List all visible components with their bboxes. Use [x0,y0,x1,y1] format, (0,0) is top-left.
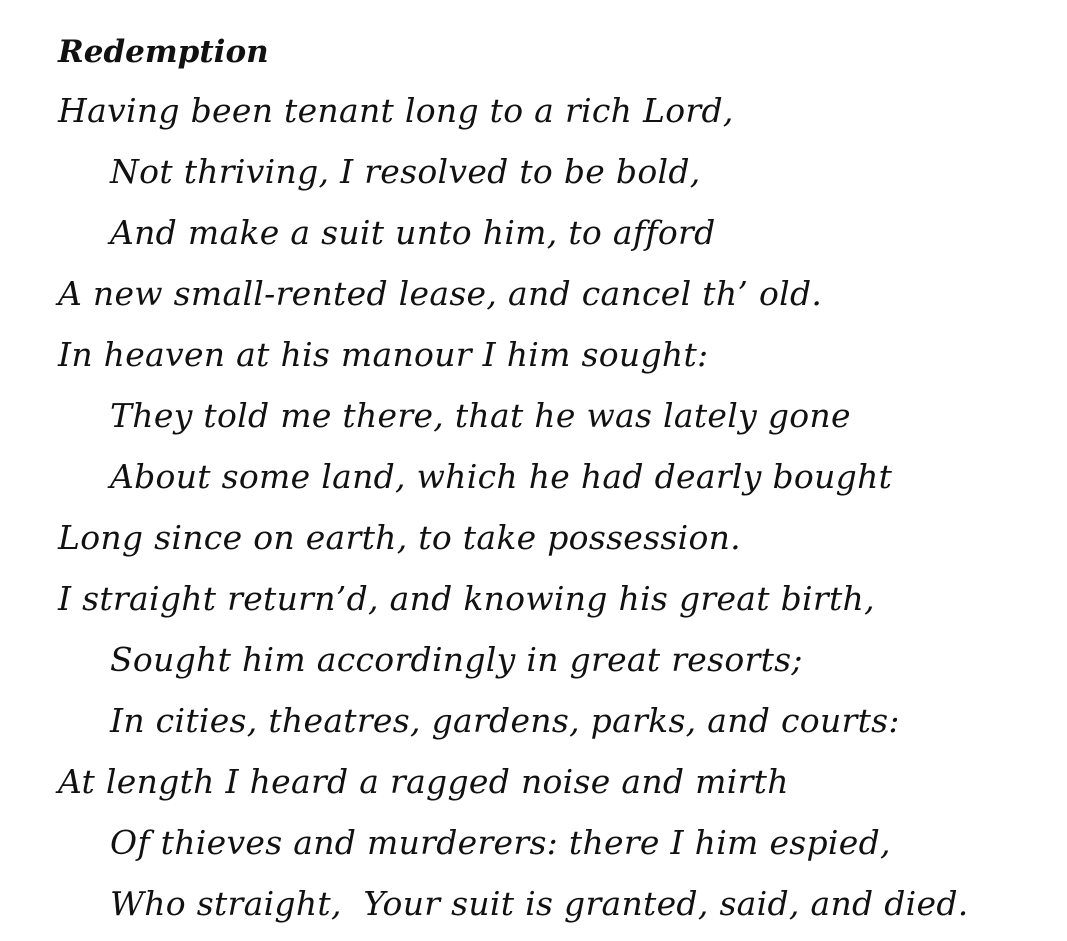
poem-line: Sought him accordingly in great resorts; [110,640,803,679]
poem-title: Redemption [58,34,269,70]
poem-line: I straight return’d, and knowing his great birth, [58,579,875,618]
poem-line: A new small-rented lease, and cancel th’ old. [58,274,823,313]
poem [58,24,1048,934]
poem-line: Not thriving, I resolved to be bold, [110,152,701,191]
poem-line: They told me there, that he was lately gone [110,396,851,435]
poem-line: Having been tenant long to a rich Lord, [58,91,734,130]
final-line-after: said, and died. [708,884,969,923]
poem-line: In heaven at his manour I him sought: [58,335,709,374]
poem-line: About some land, which he had dearly bought [110,457,893,496]
poem-line: Long since on earth, to take possession. [58,518,741,557]
final-line-before: Who straight, [110,884,364,923]
poem-line: In cities, theatres, gardens, parks, and courts: [110,701,900,740]
poem-final-line [58,873,1048,934]
poem-line: And make a suit unto him, to afford [110,213,716,252]
poem-line: Of thieves and murderers: there I him espied, [110,823,891,862]
final-line-spoken-words: Your suit is granted, [363,884,709,923]
poem-line: At length I heard a ragged noise and mirth [58,762,789,801]
